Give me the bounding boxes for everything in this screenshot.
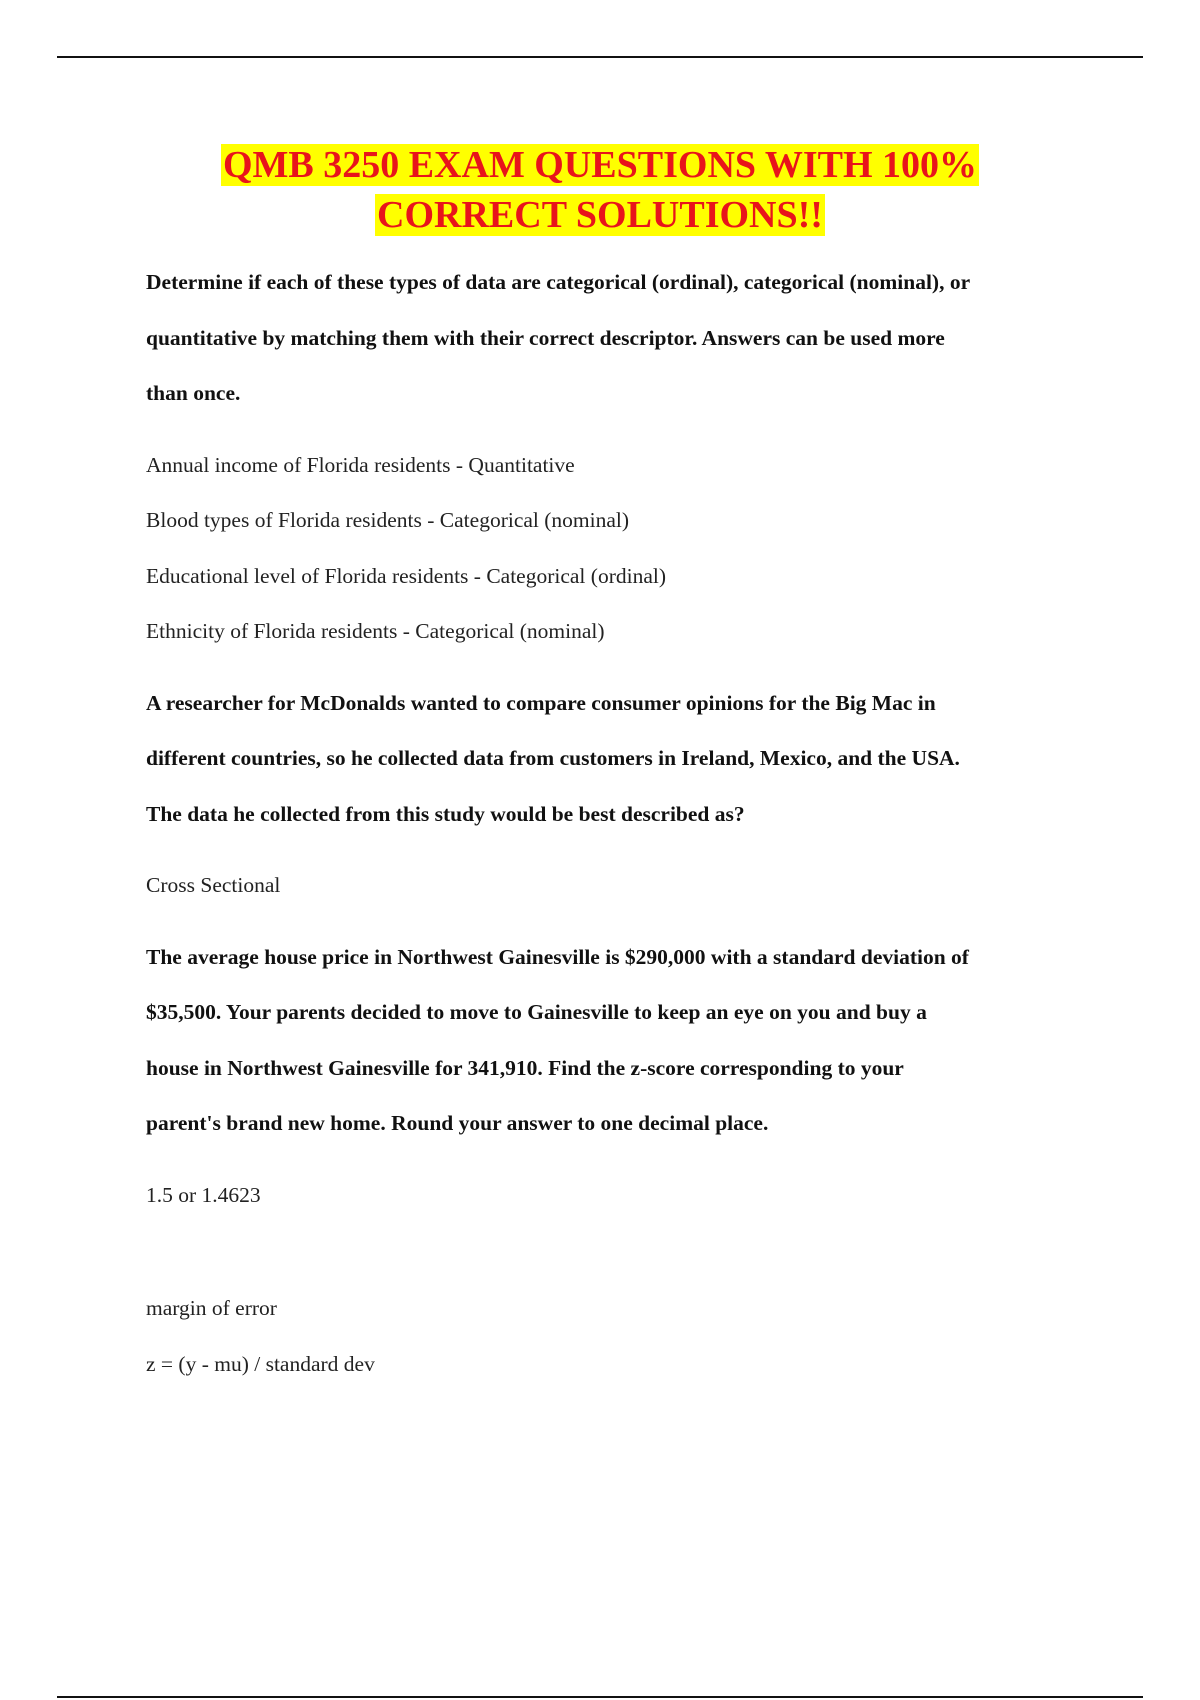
note-line: margin of error: [146, 1296, 277, 1320]
spacer: [146, 842, 1106, 858]
question-line: $35,500. Your parents decided to move to Gainesville to keep an eye on you and buy a: [146, 1000, 927, 1024]
top-rule: [57, 56, 1143, 58]
spacer: [146, 660, 1106, 676]
question-line: A researcher for McDonalds wanted to compare consumer opinions for the Big Mac in: [146, 690, 936, 715]
question-line: parent's brand new home. Round your answer to one decimal place.: [146, 1111, 769, 1135]
spacer: [146, 914, 1106, 930]
question-line: house in Northwest Gainesville for 341,910. Find the z-score corresponding to your: [146, 1055, 904, 1080]
title-line-2: CORRECT SOLUTIONS!!: [377, 194, 823, 236]
answer-line: Ethnicity of Florida residents - Categorical (nominal): [146, 619, 605, 643]
spacer: [146, 1152, 1106, 1168]
answer-line: Blood types of Florida residents - Categorical (nominal): [146, 508, 630, 532]
question-line: different countries, so he collected data from customers in Ireland, Mexico, and the USA.: [146, 746, 960, 770]
question-block-3: [146, 930, 1106, 1224]
answer-line: Annual income of Florida residents - Quantitative: [146, 452, 575, 477]
document-title: [100, 140, 1100, 240]
document-body: [146, 255, 1106, 1392]
question-line: than once.: [146, 381, 241, 405]
answer-line: 1.5 or 1.4623: [146, 1182, 261, 1207]
title-line-1: QMB 3250 EXAM QUESTIONS WITH 100%: [222, 144, 978, 186]
answer-line: Cross Sectional: [146, 873, 281, 897]
question-line: The data he collected from this study would be best described as?: [146, 801, 745, 826]
bottom-rule: [57, 1696, 1143, 1698]
question-line: quantitative by matching them with their correct descriptor. Answers can be used more: [146, 325, 945, 350]
question-line: The average house price in Northwest Gainesville is $290,000 with a standard deviation of: [146, 944, 969, 969]
notes-block: [146, 1281, 1106, 1392]
note-line: z = (y - mu) / standard dev: [146, 1351, 375, 1376]
question-block-1: [146, 255, 1106, 660]
question-block-2: [146, 676, 1106, 914]
answer-line: Educational level of Florida residents - Categorical (ordinal): [146, 563, 666, 588]
spacer: [146, 1223, 1106, 1281]
spacer: [146, 422, 1106, 438]
question-line: Determine if each of these types of data are categorical (ordinal), categorical (nominal), or: [146, 270, 971, 294]
